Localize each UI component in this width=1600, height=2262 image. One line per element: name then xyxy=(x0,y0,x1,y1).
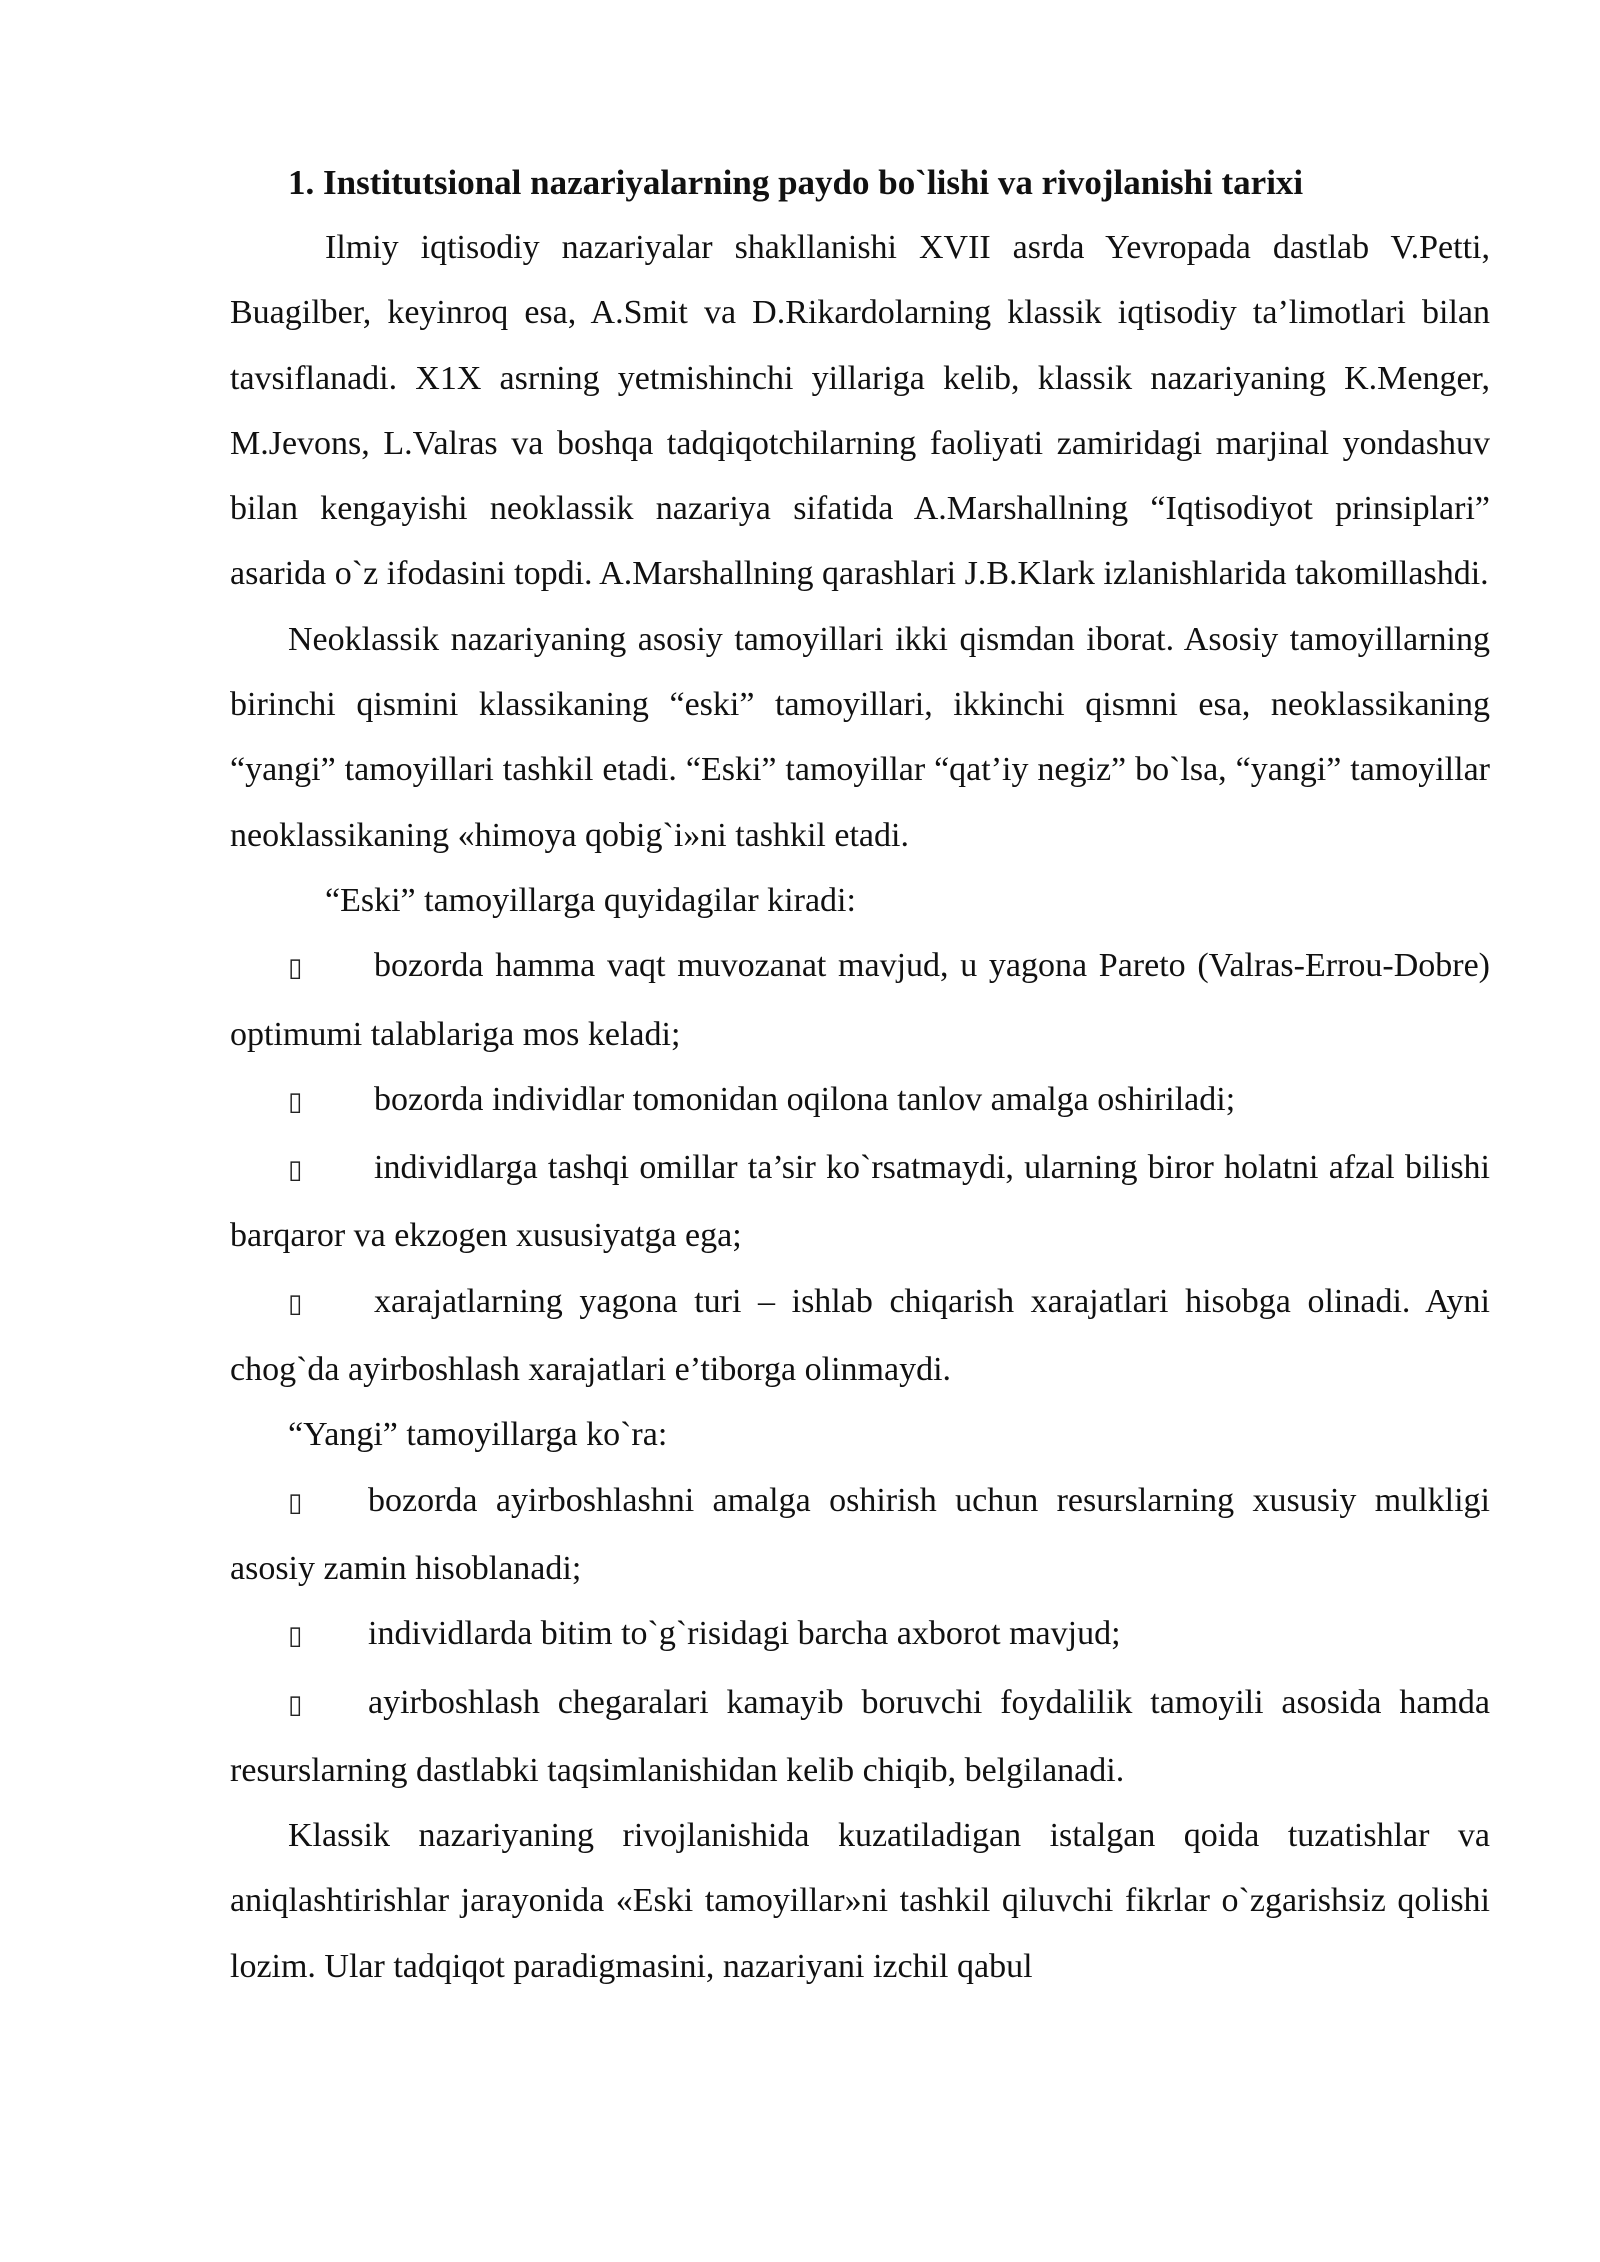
missing-glyph-box-icon: ▯ xyxy=(288,953,303,984)
list-item xyxy=(230,1135,1490,1269)
list-item-text: individlarda bitim to`g`risidagi barcha axborot mavjud; xyxy=(368,1615,1121,1653)
missing-glyph-box-icon: ▯ xyxy=(288,1155,303,1186)
paragraph-neoclassical-principles: Neoklassik nazariyaning asosiy tamoyillari ikki qismdan iborat. Asosiy tamoyillarning birinchi qismini klassikaning “eski” tamoyillari, ikkinchi qismni esa, neoklassikaning “yangi” tamoyillari tashkil etadi. “Eski” tamoyillar “qat’iy negiz” bo`lsa, “yangi” tamoyillar neoklassikaning «himoya qobig`i»ni tashkil etadi. xyxy=(230,620,1490,854)
paragraph-classical-development: Klassik nazariyaning rivojlanishida kuzatiladigan istalgan qoida tuzatishlar va aniqlashtirishlar jarayonida «Eski tamoyillar»ni tashkil qiluvchi fikrlar o`zgarishsiz qolishi lozim. Ular tadqiqot paradigmasini, nazariyani izchil qabul xyxy=(230,1817,1490,1985)
list-item xyxy=(230,1269,1490,1403)
list-item xyxy=(230,1067,1490,1135)
list-item xyxy=(230,1468,1490,1602)
list-item-text: bozorda hamma vaqt muvozanat mavjud, u yagona Pareto (Valras-Errou-Dobre) optimumi talablariga mos keladi; xyxy=(230,947,1490,1053)
new-principles-intro: “Yangi” tamoyillarga ko`ra: xyxy=(288,1416,668,1454)
list-item-text: ayirboshlash chegaralari kamayib boruvchi foydalilik tamoyili asosida hamda resurslarning dastlabki taqsimlanishidan kelib chiqib, belgilanadi. xyxy=(230,1683,1490,1789)
list-item-text: bozorda individlar tomonidan oqilona tanlov amalga oshiriladi; xyxy=(374,1080,1236,1118)
old-principles-list xyxy=(230,933,1490,1402)
missing-glyph-box-icon: ▯ xyxy=(288,1086,303,1117)
missing-glyph-box-icon: ▯ xyxy=(288,1288,303,1319)
list-item-text: individlarga tashqi omillar ta’sir ko`rsatmaydi, ularning biror holatni afzal bilishi barqaror va ekzogen xususiyatga ega; xyxy=(230,1149,1490,1255)
document-page xyxy=(230,150,1490,1999)
new-principles-list xyxy=(230,1468,1490,1803)
list-item xyxy=(230,1601,1490,1669)
section-heading: 1. Institutsional nazariyalarning paydo bo`lishi va rivojlanishi tarixi xyxy=(288,163,1304,202)
missing-glyph-box-icon: ▯ xyxy=(288,1689,303,1720)
missing-glyph-box-icon: ▯ xyxy=(288,1621,303,1652)
old-principles-intro: “Eski” tamoyillarga quyidagilar kiradi: xyxy=(325,881,856,919)
list-item-text: bozorda ayirboshlashni amalga oshirish uchun resurslarning xususiy mulkligi asosiy zamin hisoblanadi; xyxy=(230,1481,1490,1587)
missing-glyph-box-icon: ▯ xyxy=(288,1487,303,1518)
list-item xyxy=(230,1670,1490,1804)
list-item-text: xarajatlarning yagona turi – ishlab chiqarish xarajatlari hisobga olinadi. Ayni chog`da ayirboshlash xarajatlari e’tiborga olinmaydi. xyxy=(230,1282,1490,1389)
list-item xyxy=(230,933,1490,1067)
paragraph-classical-theories: Ilmiy iqtisodiy nazariyalar shakllanishi XVII asrda Yevropada dastlab V.Petti, Buagilber, keyinroq esa, A.Smit va D.Rikardolarning klassik iqtisodiy ta’limotlari bilan tavsiflanadi. X1X asrning yetmishinchi yillariga kelib, klassik nazariyaning K.Menger, M.Jevons, L.Valras va boshqa tadqiqotchilarning faoliyati zamiridagi marjinal yondashuv bilan kengayishi neoklassik nazariya sifatida A.Marshallning “Iqtisodiyot prinsiplari” asarida o`z ifodasini topdi. A.Marshallning qarashlari J.B.Klark izlanishlarida takomillashdi. xyxy=(230,229,1490,593)
